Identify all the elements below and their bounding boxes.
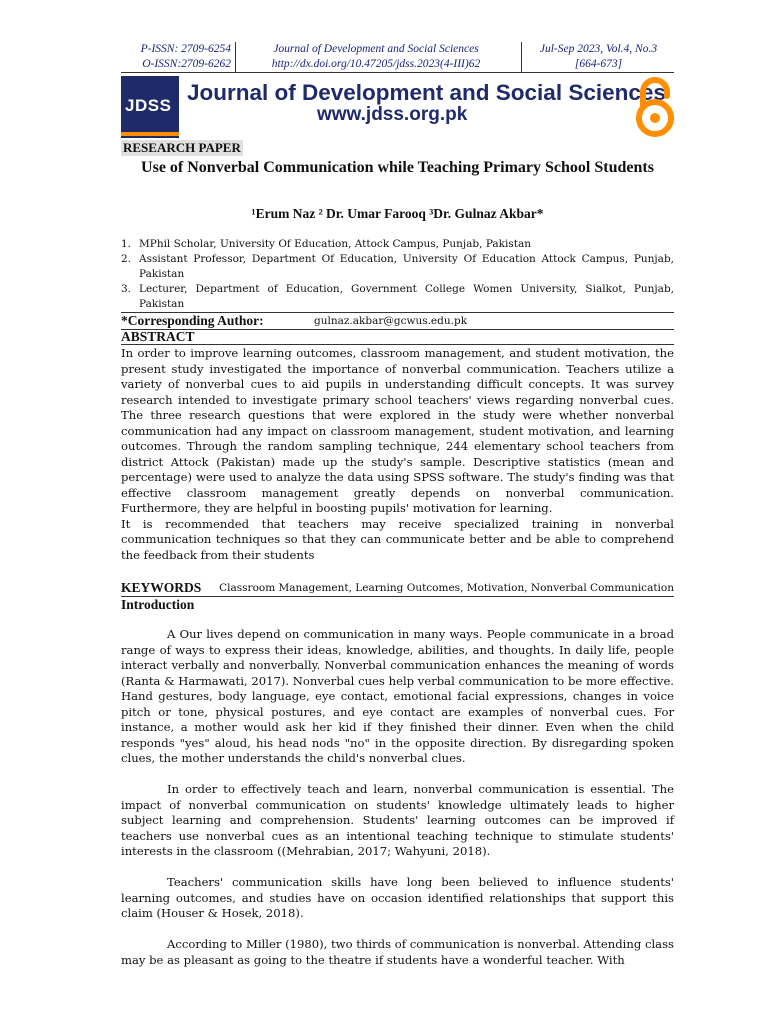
body-paragraph: Teachers' communication skills have long been believed to influence students' learning outcomes, and studies have on occasion identified relationships that support this claim (Houser & Hosek, 2018). xyxy=(121,875,674,920)
page-range: [664-673] xyxy=(574,58,623,70)
journal-name: Journal of Development and Social Sciences xyxy=(273,43,479,55)
journal-banner xyxy=(121,74,674,140)
keywords-label: KEYWORDS xyxy=(121,580,202,595)
corresponding-author-label: *Corresponding Author: xyxy=(121,313,264,328)
logo-accent-bar xyxy=(121,132,179,136)
affiliation-item xyxy=(121,252,674,282)
abstract-body xyxy=(121,346,674,563)
introduction-body xyxy=(121,627,674,984)
corresponding-author-row xyxy=(121,312,674,330)
paper-title: Use of Nonverbal Communication while Teaching Primary School Students xyxy=(141,159,654,176)
author-list: ¹Erum Naz ² Dr. Umar Farooq ³Dr. Gulnaz Akbar* xyxy=(251,206,544,221)
open-access-lock-icon xyxy=(633,76,677,138)
affiliation-text: Assistant Professor, Department Of Education, University Of Education Attock Campus, Punjab, Pakistan xyxy=(139,253,674,280)
doi-link[interactable]: http://dx.doi.org/10.47205/jdss.2023(4-III)62 xyxy=(271,58,481,70)
keywords-value: Classroom Management, Learning Outcomes, Motivation, Nonverbal Communication xyxy=(219,582,674,594)
issn-block xyxy=(121,42,236,72)
jdss-logo xyxy=(121,76,179,138)
running-header xyxy=(121,42,674,72)
issue-block xyxy=(521,42,675,72)
banner-url[interactable]: www.jdss.org.pk xyxy=(317,104,468,125)
abstract-paragraph: In order to improve learning outcomes, classroom management, and student motivation, the present study investigated the importance of nonverbal communication. Teachers utilize a variety of nonverbal cues to aid pupils in understanding difficult concepts. It was survey research intended to investigate primary school teachers' views regarding nonverbal cues. The three research questions that were explored in the study were whether nonverbal communication had any impact on classroom management, student motivation, and learning outcomes. Through the random sampling technique, 244 elementary school teachers from district Attock (Pakistan) made up the study's sample. Descriptive statistics (mean and percentage) were used to analyze the data using SPSS software. The study's finding was that effective classroom management greatly depends on nonverbal communication. Furthermore, they are helpful in boosting pupils' motivation for learning. xyxy=(121,346,674,515)
affiliation-item xyxy=(121,237,674,252)
affiliation-number: 3. xyxy=(121,283,132,295)
affiliation-item xyxy=(121,282,674,312)
journal-block xyxy=(237,42,515,72)
print-issn: P-ISSN: 2709-6254 xyxy=(140,43,231,55)
logo-text: JDSS xyxy=(125,96,172,115)
affiliation-text: Lecturer, Department of Education, Government College Women University, Sialkot, Punjab, Pakistan xyxy=(139,283,674,310)
affiliations-list xyxy=(121,237,674,312)
banner-title: Journal of Development and Social Sciences xyxy=(187,80,666,105)
corresponding-email[interactable]: gulnaz.akbar@gcwus.edu.pk xyxy=(314,315,468,327)
abstract-heading: ABSTRACT xyxy=(121,329,195,344)
body-paragraph: A Our lives depend on communication in many ways. People communicate in a broad range of ways to express their ideas, knowledge, abilities, and thoughts. In daily life, people interact verbally and nonverbally. Nonverbal communication enhances the meaning of words (Ranta & Harmawati, 2017). Nonverbal cues help verbal communication to be more effective. Hand gestures, body language, eye contact, emotional facial expressions, changes in voice pitch or tone, physical postures, and eye contact are examples of nonverbal cues. For instance, a mother would ask her kid if they finished their dinner. Even when the child responds "yes" aloud, his head nods "no" in the opposite direction. By disregarding spoken clues, the mother understands the child's nonverbal clues. xyxy=(121,627,674,765)
affiliation-number: 2. xyxy=(121,253,132,265)
header-divider xyxy=(121,72,674,73)
online-issn: O-ISSN:2709-6262 xyxy=(142,58,231,70)
abstract-divider xyxy=(121,344,674,345)
affiliation-text: MPhil Scholar, University Of Education, Attock Campus, Punjab, Pakistan xyxy=(139,238,532,250)
body-paragraph: According to Miller (1980), two thirds of communication is nonverbal. Attending class may be as pleasant as going to the theatre if students have a wonderful teacher. With xyxy=(121,937,674,967)
affiliation-number: 1. xyxy=(121,238,132,250)
body-paragraph: In order to effectively teach and learn, nonverbal communication is essential. The impact of nonverbal communication on students' knowledge ultimately leads to higher subject learning and comprehension. Students' learning outcomes can be improved if teachers use nonverbal cues as an intentional teaching technique to stimulate students' interests in the classroom ((Mehrabian, 2017; Wahyuni, 2018). xyxy=(121,782,674,858)
introduction-heading: Introduction xyxy=(121,597,195,612)
issue-info: Jul-Sep 2023, Vol.4, No.3 xyxy=(539,43,658,55)
keywords-row xyxy=(121,580,674,597)
abstract-paragraph: It is recommended that teachers may receive specialized training in nonverbal communication techniques so that they can communicate better and be able to comprehend the feedback from their students xyxy=(121,516,674,562)
article-type-label: RESEARCH PAPER xyxy=(123,140,241,155)
